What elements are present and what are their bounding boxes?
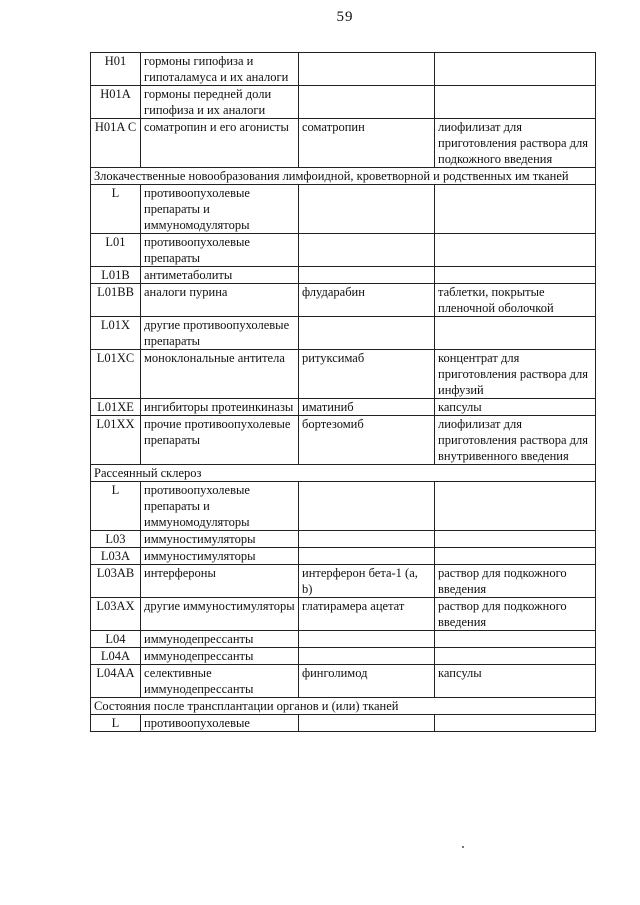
drug-name-cell: ритуксимаб <box>299 350 435 399</box>
drug-name-cell: флударабин <box>299 284 435 317</box>
section-row <box>91 465 596 482</box>
pharmacological-group-cell: другие иммуностимуляторы <box>141 598 299 631</box>
pharmacological-group-cell: гормоны передней доли гипофиза и их аналоги <box>141 86 299 119</box>
dosage-form-cell <box>435 234 596 267</box>
pharmacological-group-cell: противоопухолевые препараты <box>141 234 299 267</box>
atc-code-cell: L03 <box>91 531 141 548</box>
atc-code-cell: L04AA <box>91 665 141 698</box>
table-row <box>91 416 596 465</box>
dosage-form-cell <box>435 86 596 119</box>
drug-name-cell <box>299 648 435 665</box>
table-row <box>91 267 596 284</box>
dosage-form-cell <box>435 531 596 548</box>
table-row <box>91 185 596 234</box>
dosage-form-cell: капсулы <box>435 399 596 416</box>
drug-name-cell <box>299 715 435 732</box>
drug-name-cell <box>299 185 435 234</box>
drug-name-cell <box>299 53 435 86</box>
pharmacological-group-cell: противоопухолевые <box>141 715 299 732</box>
drug-name-cell <box>299 631 435 648</box>
pharmacological-group-cell: иммунодепрессанты <box>141 631 299 648</box>
drug-name-cell <box>299 234 435 267</box>
dosage-form-cell: капсулы <box>435 665 596 698</box>
table-row <box>91 648 596 665</box>
atc-code-cell: L03A <box>91 548 141 565</box>
table-row <box>91 284 596 317</box>
atc-code-cell: L01B <box>91 267 141 284</box>
pharmacological-group-cell: другие противоопухолевые препараты <box>141 317 299 350</box>
atc-code-cell: H01A <box>91 86 141 119</box>
pharmacological-group-cell: интерфероны <box>141 565 299 598</box>
drug-name-cell: финголимод <box>299 665 435 698</box>
drug-table <box>90 52 596 732</box>
section-title: Состояния после трансплантации органов и (или) тканей <box>91 698 596 715</box>
table-row <box>91 631 596 648</box>
atc-code-cell: L01XC <box>91 350 141 399</box>
dosage-form-cell <box>435 548 596 565</box>
table-row <box>91 350 596 399</box>
scan-speck <box>462 846 464 848</box>
atc-code-cell: L04A <box>91 648 141 665</box>
drug-name-cell: бортезомиб <box>299 416 435 465</box>
table-row <box>91 548 596 565</box>
pharmacological-group-cell: соматропин и его агонисты <box>141 119 299 168</box>
drug-name-cell <box>299 267 435 284</box>
atc-code-cell: L01XX <box>91 416 141 465</box>
pharmacological-group-cell: ингибиторы протеинкиназы <box>141 399 299 416</box>
dosage-form-cell: раствор для подкожного введения <box>435 598 596 631</box>
section-row <box>91 698 596 715</box>
table-row <box>91 565 596 598</box>
dosage-form-cell <box>435 267 596 284</box>
dosage-form-cell <box>435 648 596 665</box>
section-title: Рассеянный склероз <box>91 465 596 482</box>
pharmacological-group-cell: противоопухолевые препараты и иммуномодуляторы <box>141 185 299 234</box>
table-row <box>91 399 596 416</box>
pharmacological-group-cell: антиметаболиты <box>141 267 299 284</box>
drug-name-cell <box>299 482 435 531</box>
atc-code-cell: L04 <box>91 631 141 648</box>
atc-code-cell: L <box>91 715 141 732</box>
atc-code-cell: L03AX <box>91 598 141 631</box>
drug-name-cell: интерферон бета-1 (a, b) <box>299 565 435 598</box>
table-row <box>91 234 596 267</box>
table-row <box>91 665 596 698</box>
table-row <box>91 598 596 631</box>
table-row <box>91 531 596 548</box>
atc-code-cell: L <box>91 482 141 531</box>
pharmacological-group-cell: иммуностимуляторы <box>141 548 299 565</box>
drug-name-cell: глатирамера ацетат <box>299 598 435 631</box>
pharmacological-group-cell: селективные иммунодепрессанты <box>141 665 299 698</box>
dosage-form-cell: лиофилизат для приготовления раствора для внутривенного введения <box>435 416 596 465</box>
dosage-form-cell: концентрат для приготовления раствора для инфузий <box>435 350 596 399</box>
pharmacological-group-cell: моноклональные антитела <box>141 350 299 399</box>
table-row <box>91 119 596 168</box>
section-row <box>91 168 596 185</box>
table-row <box>91 53 596 86</box>
drug-name-cell: иматиниб <box>299 399 435 416</box>
drug-name-cell <box>299 86 435 119</box>
dosage-form-cell <box>435 53 596 86</box>
pharmacological-group-cell: аналоги пурина <box>141 284 299 317</box>
atc-code-cell: L01X <box>91 317 141 350</box>
pharmacological-group-cell: иммуностимуляторы <box>141 531 299 548</box>
dosage-form-cell: лиофилизат для приготовления раствора для подкожного введения <box>435 119 596 168</box>
drug-name-cell <box>299 317 435 350</box>
atc-code-cell: H01 <box>91 53 141 86</box>
drug-name-cell <box>299 548 435 565</box>
atc-code-cell: L <box>91 185 141 234</box>
dosage-form-cell <box>435 185 596 234</box>
drug-name-cell: соматропин <box>299 119 435 168</box>
atc-code-cell: L01BB <box>91 284 141 317</box>
atc-code-cell: L01XE <box>91 399 141 416</box>
pharmacological-group-cell: гормоны гипофиза и гипоталамуса и их аналоги <box>141 53 299 86</box>
table-row <box>91 715 596 732</box>
page-number: 59 <box>336 9 354 25</box>
dosage-form-cell <box>435 631 596 648</box>
table-row <box>91 482 596 531</box>
dosage-form-cell <box>435 715 596 732</box>
dosage-form-cell: раствор для подкожного введения <box>435 565 596 598</box>
atc-code-cell: L01 <box>91 234 141 267</box>
dosage-form-cell <box>435 317 596 350</box>
dosage-form-cell: таблетки, покрытые пленочной оболочкой <box>435 284 596 317</box>
atc-code-cell: L03AB <box>91 565 141 598</box>
drug-name-cell <box>299 531 435 548</box>
atc-code-cell: H01A C <box>91 119 141 168</box>
table-row <box>91 86 596 119</box>
pharmacological-group-cell: прочие противоопухолевые препараты <box>141 416 299 465</box>
dosage-form-cell <box>435 482 596 531</box>
pharmacological-group-cell: противоопухолевые препараты и иммуномодуляторы <box>141 482 299 531</box>
pharmacological-group-cell: иммунодепрессанты <box>141 648 299 665</box>
table-row <box>91 317 596 350</box>
section-title: Злокачественные новообразования лимфоидной, кроветворной и родственных им тканей <box>91 168 596 185</box>
